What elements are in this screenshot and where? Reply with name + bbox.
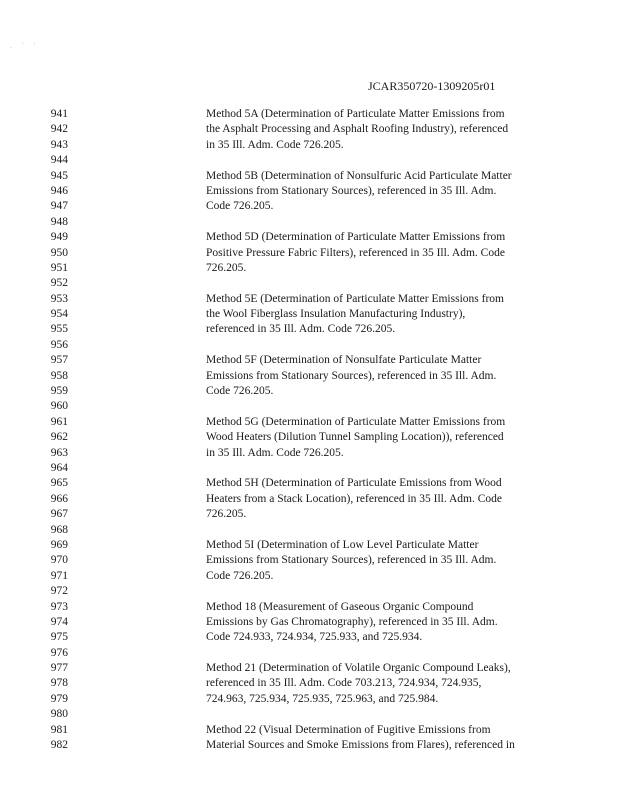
- line-number: 961: [50, 415, 68, 428]
- scan-artifact-mark: . ' ': [10, 41, 39, 50]
- text-line: in 35 Ill. Adm. Code 726.205.: [206, 446, 344, 459]
- text-line: referenced in 35 Ill. Adm. Code 703.213, 724.934, 724.935,: [206, 677, 482, 690]
- document-id: JCAR350720-1309205r01: [368, 79, 496, 93]
- line-number: 942: [50, 123, 68, 136]
- text-line: [206, 399, 536, 414]
- text-line: Method 5E (Determination of Particulate Matter Emissions from: [206, 292, 504, 305]
- line-number: 960: [50, 400, 68, 413]
- text-line: the Asphalt Processing and Asphalt Roofing Industry), referenced: [206, 123, 509, 136]
- text-line: [206, 153, 536, 168]
- line-number: 968: [50, 523, 68, 536]
- line-number: 944: [50, 154, 68, 167]
- text-line: Wood Heaters (Dilution Tunnel Sampling Location)), referenced: [206, 431, 504, 444]
- text-line: Method 5F (Determination of Nonsulfate Particulate Matter: [206, 354, 482, 367]
- line-number: 965: [50, 477, 68, 490]
- line-number: 981: [50, 723, 68, 736]
- text-line: Code 726.205.: [206, 200, 274, 213]
- text-line: [206, 276, 536, 291]
- line-number: 970: [50, 554, 68, 567]
- line-number: 969: [50, 538, 68, 551]
- text-line: Positive Pressure Fabric Filters), referenced in 35 Ill. Adm. Code: [206, 246, 505, 259]
- text-line: 724.963, 725.934, 725.935, 725.963, and 725.984.: [206, 692, 439, 705]
- line-number: 956: [50, 338, 68, 351]
- text-line: Method 5I (Determination of Low Level Particulate Matter: [206, 538, 479, 551]
- text-line: [206, 646, 536, 661]
- line-number: 941: [50, 108, 68, 120]
- text-line: Method 5H (Determination of Particulate Emissions from Wood: [206, 477, 502, 490]
- line-number: 975: [50, 631, 68, 644]
- text-line: Emissions from Stationary Sources), referenced in 35 Ill. Adm.: [206, 184, 497, 197]
- text-line: Code 726.205.: [206, 385, 274, 398]
- line-number: 973: [50, 600, 68, 613]
- text-line: [206, 523, 536, 538]
- line-number: 949: [50, 231, 68, 244]
- line-number: 953: [50, 292, 68, 305]
- text-line: Code 726.205.: [206, 569, 274, 582]
- line-number: 945: [50, 169, 68, 182]
- text-line: Method 5A (Determination of Particulate Matter Emissions from: [206, 108, 505, 120]
- line-number: 955: [50, 323, 68, 336]
- line-number: 946: [50, 184, 68, 197]
- line-number: 948: [50, 215, 68, 228]
- text-line: the Wool Fiberglass Insulation Manufacturing Industry),: [206, 308, 466, 321]
- text-line: 726.205.: [206, 261, 247, 274]
- line-number: 947: [50, 200, 68, 213]
- text-line: [206, 461, 536, 476]
- text-line: Method 5B (Determination of Nonsulfuric Acid Particulate Matter: [206, 169, 512, 182]
- line-number: 972: [50, 585, 68, 598]
- text-line: Emissions from Stationary Sources), referenced in 35 Ill. Adm.: [206, 369, 497, 382]
- text-line: Emissions from Stationary Sources), referenced in 35 Ill. Adm.: [206, 554, 497, 567]
- line-number: 977: [50, 662, 68, 675]
- line-number: 963: [50, 446, 68, 459]
- line-number: 950: [50, 246, 68, 259]
- text-line: 726.205.: [206, 508, 247, 521]
- line-number: 951: [50, 261, 68, 274]
- line-number: 976: [50, 646, 68, 659]
- text-line: Emissions by Gas Chromatography), referenced in 35 Ill. Adm.: [206, 615, 498, 628]
- text-line: Method 21 (Determination of Volatile Organic Compound Leaks),: [206, 662, 511, 675]
- text-line: Method 18 (Measurement of Gaseous Organic Compound: [206, 600, 474, 613]
- text-line: Method 22 (Visual Determination of Fugitive Emissions from: [206, 723, 491, 736]
- text-line: Method 5G (Determination of Particulate Matter Emissions from: [206, 415, 506, 428]
- text-line: Material Sources and Smoke Emissions from Flares), referenced in: [206, 739, 515, 752]
- line-number: 982: [50, 739, 68, 752]
- line-number: 958: [50, 369, 68, 382]
- line-number: 952: [50, 277, 68, 290]
- text-line: Heaters from a Stack Location), referenced in 35 Ill. Adm. Code: [206, 492, 503, 505]
- document-body: [206, 107, 536, 753]
- line-number: 964: [50, 461, 68, 474]
- text-line: [206, 215, 536, 230]
- line-number: 971: [50, 569, 68, 582]
- text-line: [206, 707, 536, 722]
- line-number: 943: [50, 138, 68, 151]
- text-line: Code 724.933, 724.934, 725.933, and 725.934.: [206, 631, 423, 644]
- line-number: 974: [50, 615, 68, 628]
- line-number: 966: [50, 492, 68, 505]
- line-number: 980: [50, 708, 68, 721]
- text-line: [206, 584, 536, 599]
- line-number: 978: [50, 677, 68, 690]
- line-number: 959: [50, 385, 68, 398]
- line-number: 979: [50, 692, 68, 705]
- line-number: 954: [50, 308, 68, 321]
- text-line: Method 5D (Determination of Particulate Matter Emissions from: [206, 231, 506, 244]
- text-line: [206, 338, 536, 353]
- text-line: in 35 Ill. Adm. Code 726.205.: [206, 138, 344, 151]
- line-number-column: [36, 107, 68, 753]
- text-line: referenced in 35 Ill. Adm. Code 726.205.: [206, 323, 396, 336]
- line-number: 967: [50, 508, 68, 521]
- line-number: 957: [50, 354, 68, 367]
- line-number: 962: [50, 431, 68, 444]
